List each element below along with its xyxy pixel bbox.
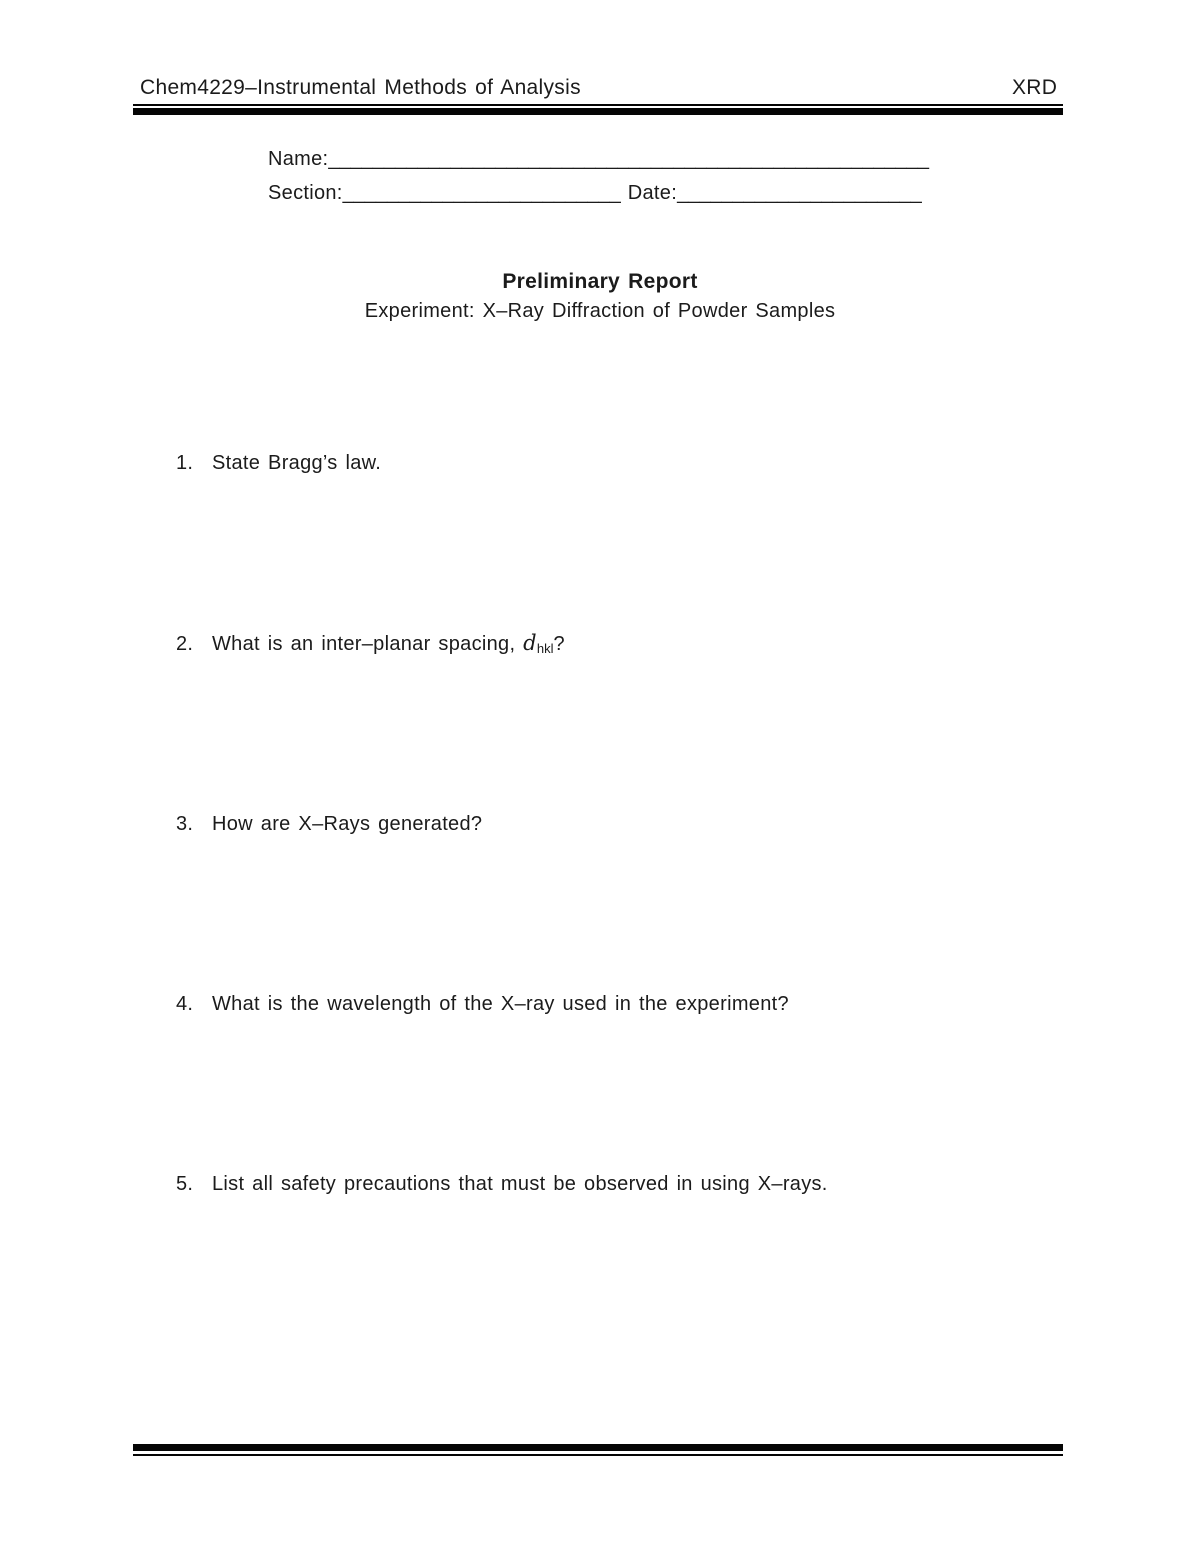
- name-label: Name:: [268, 148, 329, 170]
- question-2: [176, 631, 565, 656]
- question-number: 5.: [176, 1173, 194, 1195]
- header-rule-thick: [133, 108, 1063, 115]
- course-title: Chem4229–Instrumental Methods of Analysis: [140, 76, 581, 99]
- experiment-subtitle: Experiment: X–Ray Diffraction of Powder Samples: [364, 300, 836, 322]
- footer-rule-thick: [133, 1444, 1063, 1451]
- date-blank-line: ______________________: [677, 182, 922, 204]
- name-row: [268, 148, 929, 171]
- name-blank-line: ______________________________________________________: [328, 148, 930, 170]
- question-number: 2.: [176, 633, 194, 655]
- question-number: 1.: [176, 452, 194, 474]
- question-text: State Bragg’s law.: [212, 452, 382, 474]
- question-text: What is an inter–planar spacing,: [212, 633, 524, 655]
- question-suffix: ?: [553, 633, 565, 655]
- question-text: How are X–Rays generated?: [212, 813, 483, 835]
- section-label: Section:: [268, 182, 343, 204]
- question-5: [176, 1171, 828, 1196]
- section-blank-line: _________________________: [342, 182, 621, 204]
- page-title: Preliminary Report: [502, 270, 698, 293]
- math-symbol: d: [523, 631, 537, 655]
- header-right-label: XRD: [1012, 76, 1058, 99]
- date-label: Date:: [627, 182, 678, 204]
- math-subscript: hkl: [536, 641, 554, 656]
- header-rule-thin: [133, 104, 1063, 106]
- question-text: What is the wavelength of the X–ray used in the experiment?: [212, 993, 789, 1015]
- footer-rule-thin: [133, 1454, 1063, 1456]
- question-number: 4.: [176, 993, 194, 1015]
- question-3: [176, 811, 482, 836]
- question-number: 3.: [176, 813, 194, 835]
- question-text: List all safety precautions that must be observed in using X–rays.: [212, 1173, 828, 1195]
- question-1: [176, 450, 381, 475]
- question-4: [176, 991, 789, 1016]
- section-date-row: [268, 182, 922, 205]
